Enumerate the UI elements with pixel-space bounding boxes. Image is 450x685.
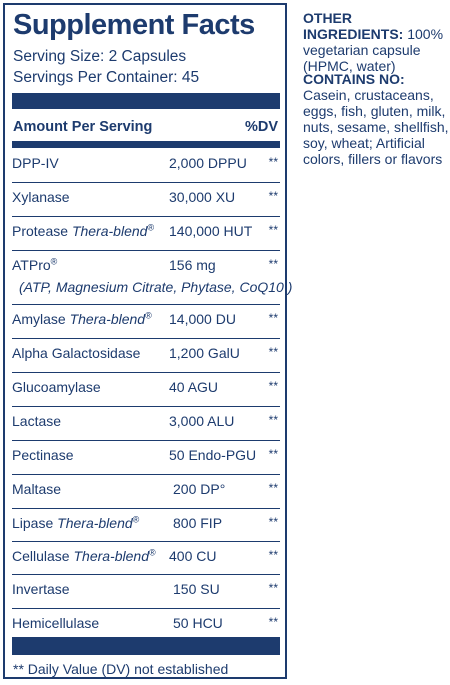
nutrient-dv: ** (268, 257, 278, 271)
nutrient-name: Pectinase (12, 447, 74, 463)
nutrient-name: DPP-IV (12, 155, 59, 171)
nutrient-name: Glucoamylase (12, 379, 101, 395)
row-divider (12, 474, 280, 475)
registered-mark: ® (147, 222, 155, 233)
nutrient-dv: ** (268, 223, 278, 237)
row-divider (12, 372, 280, 373)
registered-mark: ® (132, 514, 140, 525)
other-ingredients-label: OTHER INGREDIENTS: (303, 10, 404, 42)
nutrient-amount: 14,000 DU (169, 311, 236, 327)
nutrient-amount: 140,000 HUT (169, 223, 253, 239)
nutrient-amount: 400 CU (169, 548, 217, 564)
row-divider (12, 541, 280, 542)
nutrient-amount: 1,200 GalU (169, 345, 240, 361)
bottom-thick-bar (12, 637, 280, 655)
nutrient-dv: ** (268, 345, 278, 359)
nutrient-name: Xylanase (12, 189, 70, 205)
nutrient-name: Lactase (12, 413, 62, 429)
footnote: ** Daily Value (DV) not established (13, 661, 229, 677)
contains-no (303, 71, 449, 167)
row-divider (12, 574, 280, 575)
nutrient-name: Hemicellulase (12, 615, 100, 631)
nutrient-name: Lipase Thera-blend® (12, 514, 140, 531)
nutrient-name: Cellulase Thera-blend® (12, 547, 156, 564)
nutrient-name: Maltase (12, 481, 62, 497)
servings-per-container: Servings Per Container: 45 (13, 69, 200, 86)
contains-no-text: Casein, crustaceans, eggs, fish, gluten, milk, nuts, sesame, shellfish, soy, wheat; Artificial colors, fillers or flavors (303, 87, 449, 167)
nutrient-dv: ** (268, 413, 278, 427)
nutrient-dv: ** (268, 189, 278, 203)
nutrient-dv: ** (268, 515, 278, 529)
nutrient-amount: 200 DP° (173, 481, 226, 497)
contains-no-label: CONTAINS NO: (303, 71, 405, 87)
nutrient-name: Amylase Thera-blend® (12, 310, 152, 327)
nutrient-dv: ** (268, 447, 278, 461)
nutrient-amount: 3,000 ALU (169, 413, 235, 429)
nutrient-name: ATPro® (12, 256, 58, 273)
blend-name: Thera-blend (57, 515, 133, 531)
nutrient-sub-ingredients: (ATP, Magnesium Citrate, Phytase, CoQ10 ) (19, 279, 293, 295)
row-divider (12, 406, 280, 407)
row-divider (12, 216, 280, 217)
nutrient-amount: 2,000 DPPU (169, 155, 247, 171)
row-divider (12, 182, 280, 183)
nutrient-dv: ** (268, 481, 278, 495)
nutrient-name: Alpha Galactosidase (12, 345, 141, 361)
serving-size: Serving Size: 2 Capsules (13, 48, 187, 65)
nutrient-amount: 800 FIP (173, 515, 223, 531)
registered-mark: ® (50, 256, 58, 267)
nutrient-dv: ** (268, 615, 278, 629)
nutrient-amount: 30,000 XU (169, 189, 236, 205)
row-divider (12, 304, 280, 305)
supplement-facts-panel (3, 3, 293, 679)
row-divider (12, 508, 280, 509)
other-ingredients (303, 10, 449, 74)
row-divider (12, 608, 280, 609)
other-ingredients-text: 100% vegetarian capsule (HPMC, water) (303, 26, 444, 74)
dv-header: %DV (244, 119, 278, 135)
nutrient-name: Protease Thera-blend® (12, 222, 155, 239)
nutrient-dv: ** (268, 581, 278, 595)
nutrient-dv: ** (268, 311, 278, 325)
nutrient-amount: 40 AGU (169, 379, 219, 395)
nutrient-amount: 50 Endo-PGU (169, 447, 257, 463)
panel-title: Supplement Facts (13, 9, 255, 41)
nutrient-name: Invertase (12, 581, 70, 597)
blend-name: Thera-blend (71, 223, 148, 239)
blend-name: Thera-blend (69, 311, 146, 327)
header-bar (12, 141, 280, 148)
nutrient-amount: 50 HCU (173, 615, 223, 631)
top-thick-bar (12, 93, 280, 109)
blend-name: Thera-blend (73, 548, 149, 564)
nutrient-amount: 156 mg (169, 257, 216, 273)
nutrient-dv: ** (268, 379, 278, 393)
registered-mark: ® (148, 547, 156, 558)
registered-mark: ® (145, 310, 152, 321)
nutrient-dv: ** (268, 155, 278, 169)
nutrient-dv: ** (268, 548, 278, 562)
row-divider (12, 250, 280, 251)
nutrient-amount: 150 SU (173, 581, 220, 597)
amount-per-serving-header: Amount Per Serving (13, 119, 153, 135)
row-divider (12, 440, 280, 441)
row-divider (12, 338, 280, 339)
